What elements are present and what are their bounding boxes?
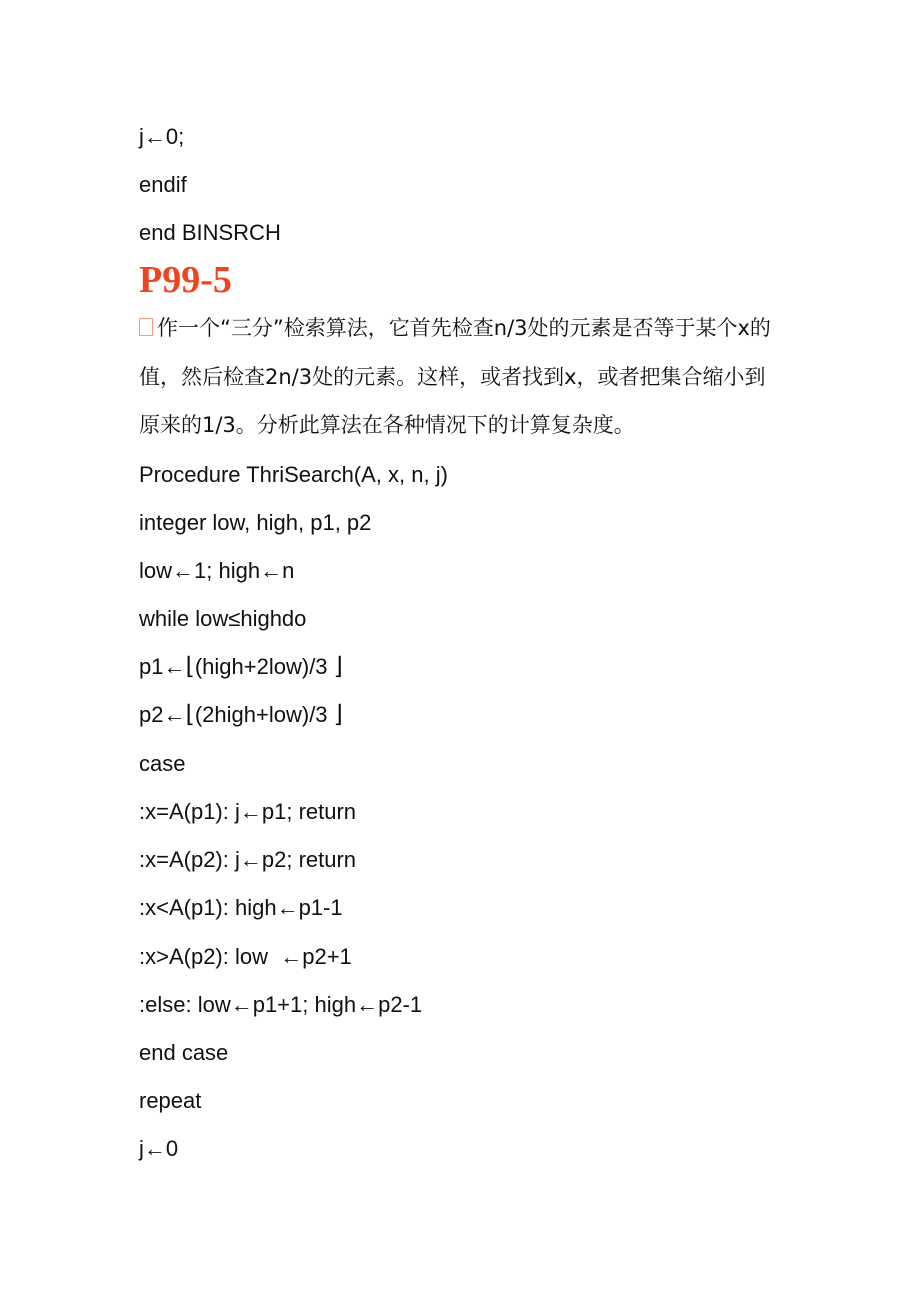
problem-text-line-2: 值，然后检查2n/3处的元素。这样，或者找到x，或者把集合缩小到 xyxy=(139,365,766,389)
code-line-end-binsrch: end BINSRCH xyxy=(139,220,281,245)
problem-text-line-3: 原来的1/3。分析此算法在各种情况下的计算复杂度。 xyxy=(139,413,635,437)
code-line-case-2: :x=A(p2): j←p2; return xyxy=(139,847,357,872)
floor-open-symbol: ⌊ xyxy=(185,653,195,680)
code-line-final: j←0 xyxy=(139,1136,179,1161)
code-line-case-4: :x>A(p2): low ←p2+1 xyxy=(139,944,352,969)
bullet-box-icon xyxy=(139,318,153,336)
code-line-repeat: repeat xyxy=(139,1088,202,1113)
code-line-declaration: integer low, high, p1, p2 xyxy=(139,510,372,535)
p1-prefix: p1← xyxy=(139,654,186,679)
problem-heading: P99-5 xyxy=(139,259,232,301)
p2-prefix: p2← xyxy=(139,702,186,727)
code-line-init: low←1; high←n xyxy=(139,558,295,583)
code-line-end-case: end case xyxy=(139,1040,229,1065)
floor-close-symbol: ⌋ xyxy=(333,701,344,728)
code-line-p1 xyxy=(139,652,343,682)
p1-expression: (high+2low)/3 xyxy=(194,654,328,679)
code-line-while: while low≤highdo xyxy=(139,606,307,631)
floor-open-symbol: ⌊ xyxy=(185,701,195,728)
code-line-case-else: :else: low←p1+1; high←p2-1 xyxy=(139,992,423,1017)
code-line-j-zero: j←0; xyxy=(139,124,185,149)
p2-expression: (2high+low)/3 xyxy=(194,702,328,727)
code-line-endif: endif xyxy=(139,172,187,197)
code-line-case-3: :x<A(p1): high←p1-1 xyxy=(139,895,343,920)
code-line-p2 xyxy=(139,700,343,730)
code-line-case-1: :x=A(p1): j←p1; return xyxy=(139,799,357,824)
problem-line-1-text: 作一个“三分”检索算法，它首先检查n/3处的元素是否等于某个x的 xyxy=(157,316,771,340)
floor-close-symbol: ⌋ xyxy=(333,653,344,680)
code-line-procedure: Procedure ThriSearch(A, x, n, j) xyxy=(139,462,448,487)
code-line-case: case xyxy=(139,751,186,776)
problem-text-line-1 xyxy=(139,313,799,343)
